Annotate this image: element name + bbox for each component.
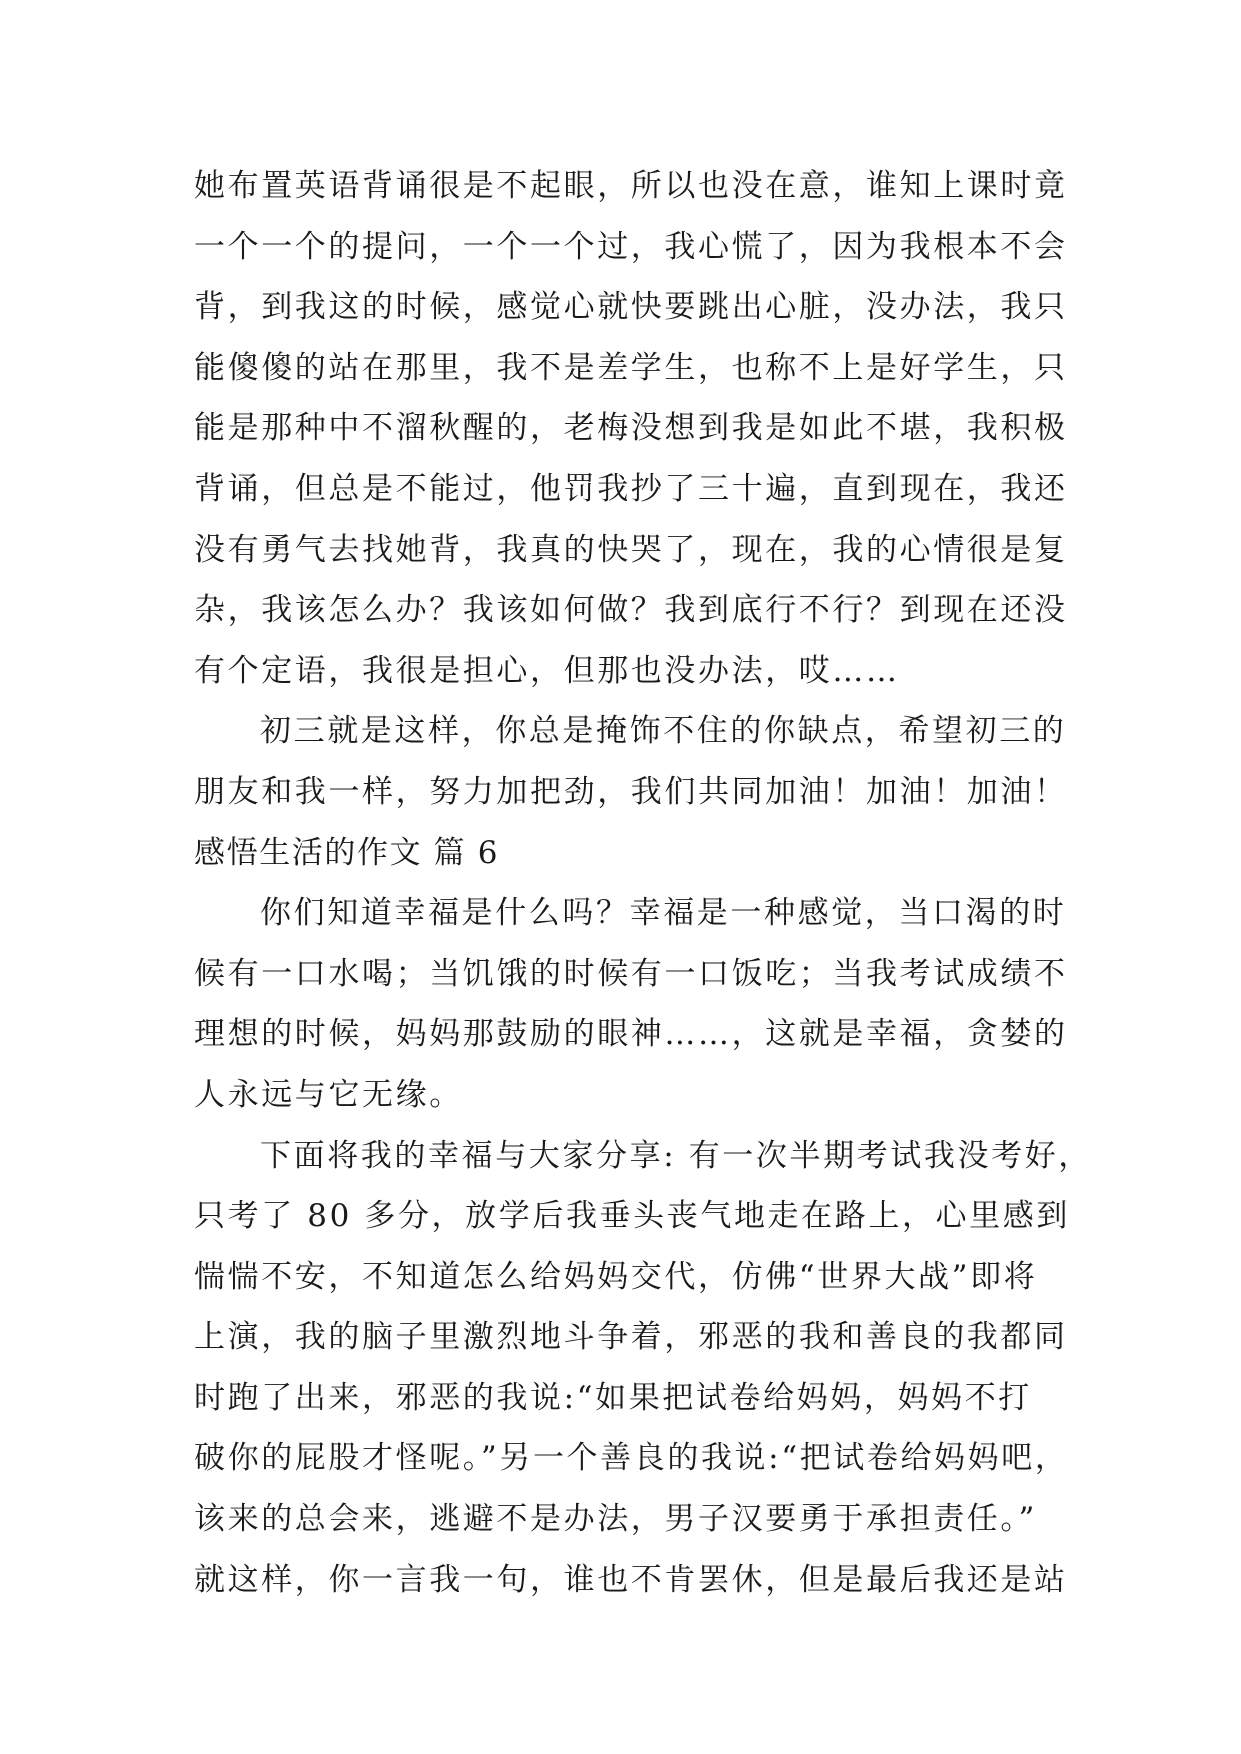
text-line: 惴惴不安，不知道怎么给妈妈交代，仿佛“世界大战”即将 [194,1258,1038,1295]
text-line: 能傻傻的站在那里，我不是差学生，也称不上是好学生，只 [194,349,1068,386]
text-line: 理想的时候，妈妈那鼓励的眼神……，这就是幸福，贪婪的 [194,1016,1068,1053]
text-line: 背诵，但总是不能过，他罚我抄了三十遍，直到现在，我还 [194,470,1068,507]
section-heading: 感悟生活的作文 篇 6 [194,834,500,871]
text-line: 候有一口水喝；当饥饿的时候有一口饭吃；当我考试成绩不 [194,955,1068,992]
text-line: 有个定语，我很是担心，但那也没办法，哎…… [194,652,900,689]
text-line: 她布置英语背诵很是不起眼，所以也没在意，谁知上课时竟 [194,168,1068,204]
text-line: 你们知道幸福是什么吗？幸福是一种感觉，当口渴的时 [260,895,1067,932]
text-line: 没有勇气去找她背，我真的快哭了，现在，我的心情很是复 [194,531,1068,568]
text-line: 该来的总会来，逃避不是办法，男子汉要勇于承担责任。” [194,1501,1037,1538]
text-line: 就这样，你一言我一句，谁也不肯罢休，但是最后我还是站 [194,1561,1068,1598]
text-line: 下面将我的幸福与大家分享: 有一次半期考试我没考好， [260,1137,1092,1174]
text-line: 只考了 80 多分，放学后我垂头丧气地走在路上，心里感到 [194,1198,1070,1235]
document-body [194,156,1092,1610]
text-line: 杂，我该怎么办？我该如何做？我到底行不行？到现在还没 [194,592,1068,629]
text-line: 人永远与它无缘。 [194,1076,463,1113]
text-line: 一个一个的提问，一个一个过，我心慌了，因为我根本不会 [194,228,1068,265]
text-line: 背，到我这的时候，感觉心就快要跳出心脏，没办法，我只 [194,289,1068,326]
text-line: 初三就是这样，你总是掩饰不住的你缺点，希望初三的 [260,713,1067,750]
text-line: 上演，我的脑子里激烈地斗争着，邪恶的我和善良的我都同 [194,1319,1068,1356]
text-line: 能是那种中不溜秋醒的，老梅没想到我是如此不堪，我积极 [194,410,1068,447]
text-line: 时跑了出来，邪恶的我说:“如果把试卷给妈妈，妈妈不打 [194,1379,1032,1416]
text-line: 朋友和我一样，努力加把劲，我们共同加油！加油！加油！ [194,773,1068,810]
text-line: 破你的屁股才怪呢。”另一个善良的我说:“把试卷给妈妈吧， [194,1440,1069,1477]
